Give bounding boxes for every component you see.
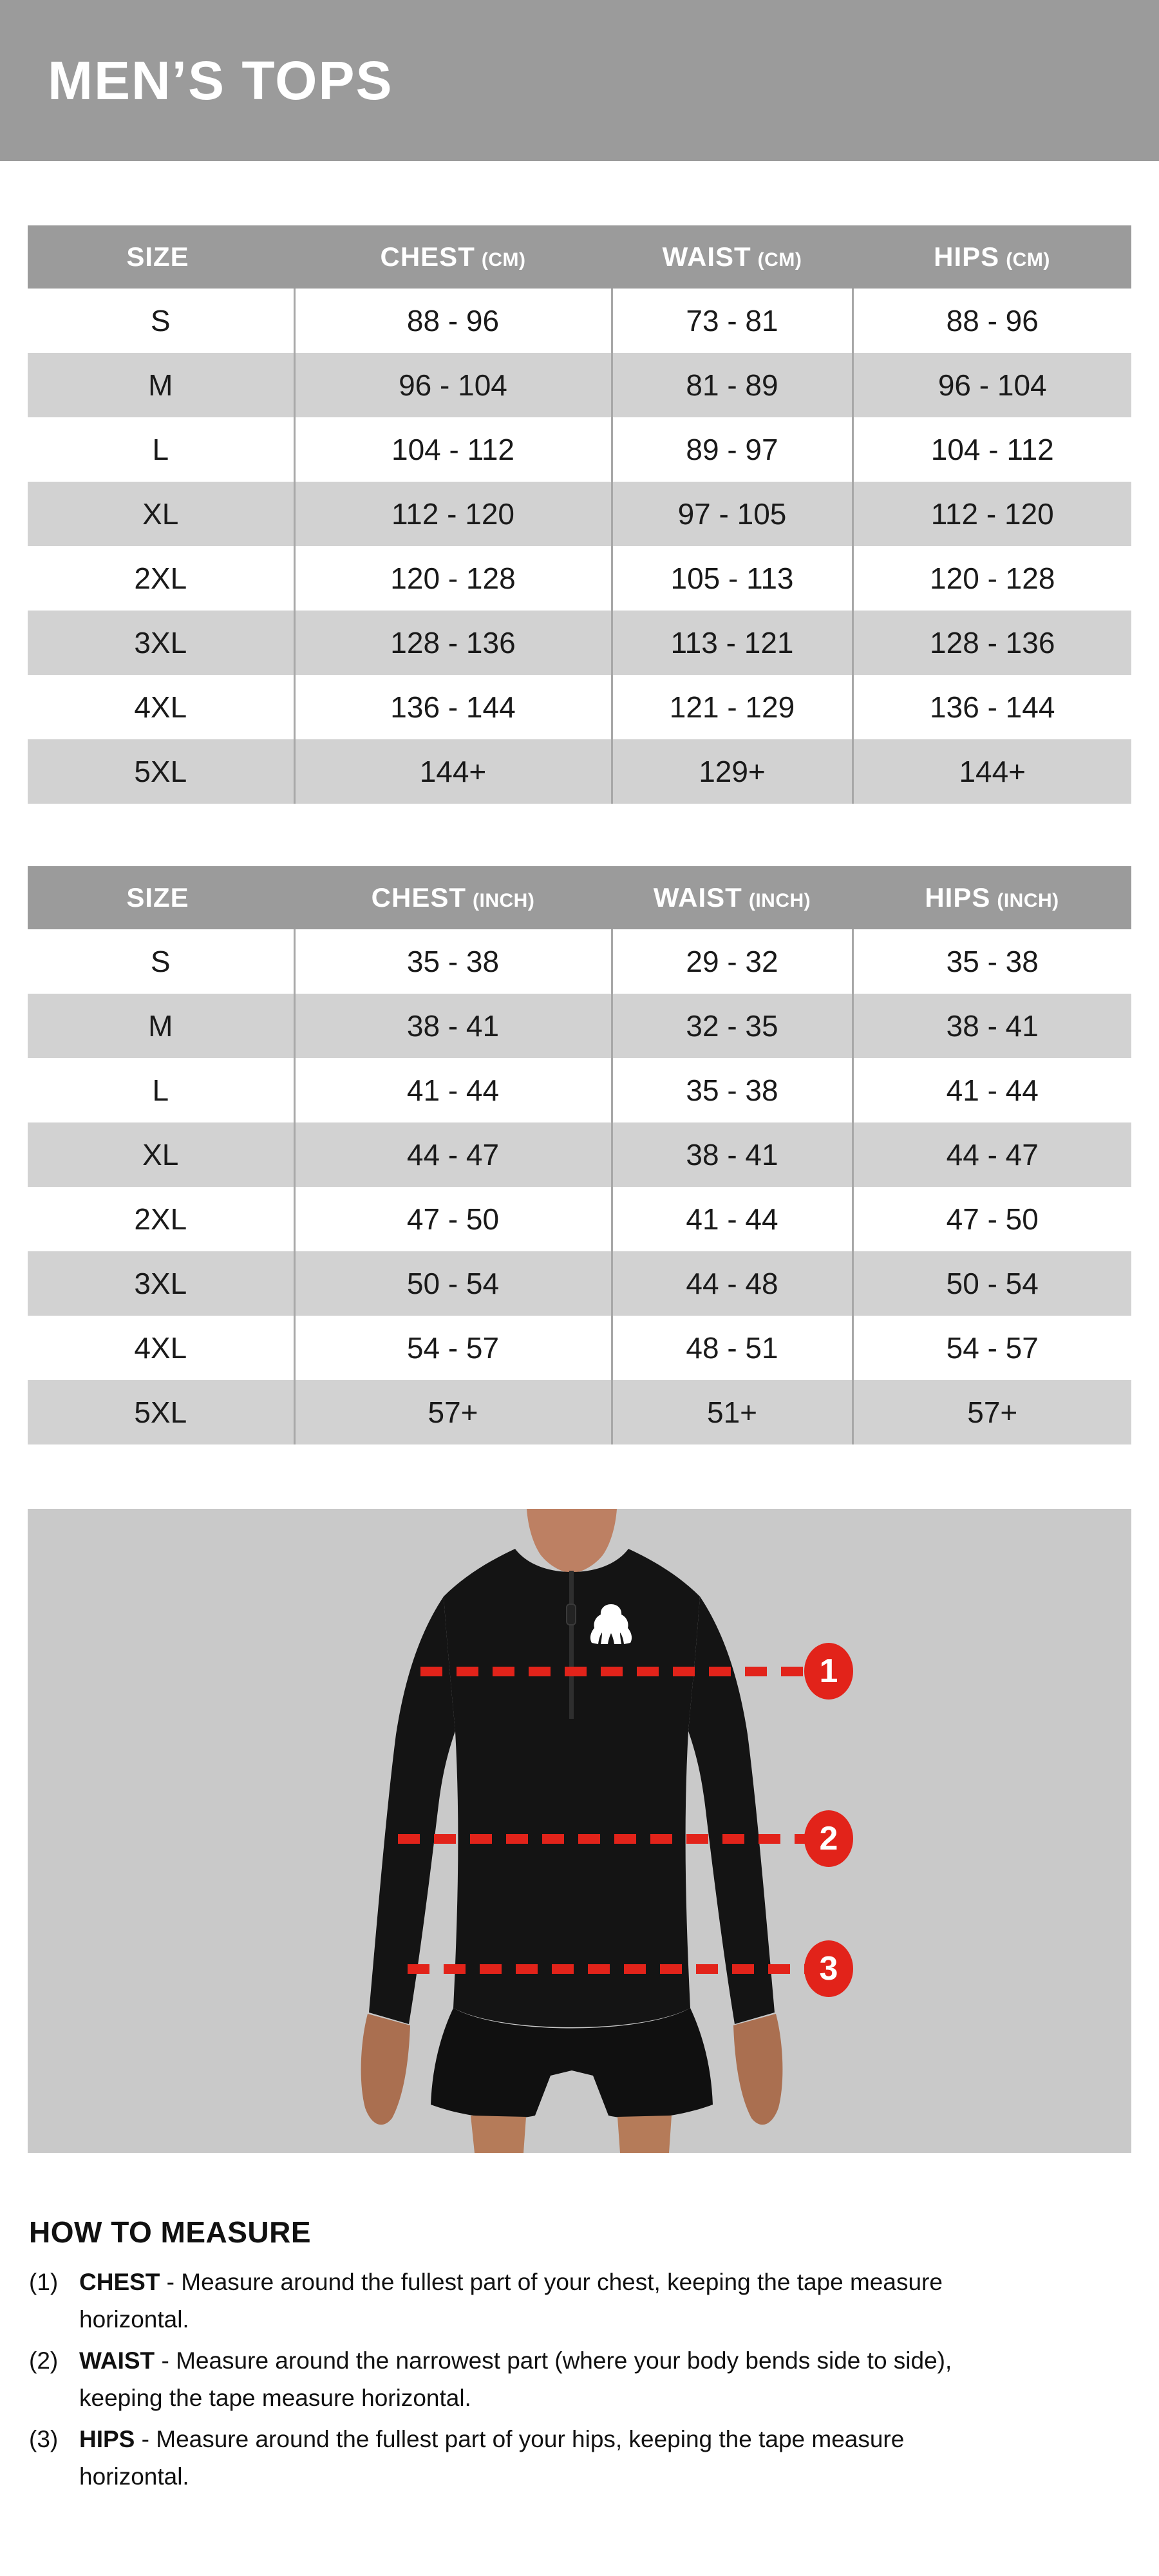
table-cell-chest: 44 - 47 xyxy=(294,1122,612,1187)
table-cell-waist: 41 - 44 xyxy=(612,1187,853,1251)
col-header-waist: WAIST (INCH) xyxy=(612,866,853,929)
measure-instruction-hips xyxy=(29,2421,1014,2496)
measurement-photo xyxy=(28,1509,1131,2153)
table-cell-size: XL xyxy=(28,482,294,546)
table-row xyxy=(28,675,1131,739)
table-cell-waist: 32 - 35 xyxy=(612,994,853,1058)
marker-number: 3 xyxy=(819,1950,838,1987)
table-cell-hips: 35 - 38 xyxy=(853,929,1131,994)
table-cell-chest: 54 - 57 xyxy=(294,1316,612,1380)
table-cell-hips: 47 - 50 xyxy=(853,1187,1131,1251)
table-row xyxy=(28,1380,1131,1444)
table-cell-waist: 51+ xyxy=(612,1380,853,1444)
table-row xyxy=(28,353,1131,417)
measure-instruction-waist xyxy=(29,2342,1014,2417)
table-cell-size: M xyxy=(28,994,294,1058)
measure-line-hips xyxy=(408,1964,807,1974)
table-cell-size: 3XL xyxy=(28,611,294,675)
table-row xyxy=(28,1058,1131,1122)
table-cell-size: S xyxy=(28,929,294,994)
col-header-hips: HIPS (INCH) xyxy=(853,866,1131,929)
instruction-number: (2) xyxy=(29,2347,59,2374)
table-cell-waist: 113 - 121 xyxy=(612,611,853,675)
model-left-leg xyxy=(471,2116,526,2153)
table-cell-hips: 136 - 144 xyxy=(853,675,1131,739)
model-right-leg xyxy=(617,2116,672,2153)
header-banner xyxy=(0,0,1159,161)
table-cell-chest: 35 - 38 xyxy=(294,929,612,994)
table-row xyxy=(28,1122,1131,1187)
table-cell-hips: 88 - 96 xyxy=(853,289,1131,353)
table-cell-hips: 104 - 112 xyxy=(853,417,1131,482)
table-cell-size: 2XL xyxy=(28,1187,294,1251)
table-row xyxy=(28,611,1131,675)
measure-instruction-chest xyxy=(29,2264,1014,2338)
zipper-pull xyxy=(567,1604,576,1625)
instruction-text: CHEST - Measure around the fullest part of your chest, keeping the tape measure horizontal. xyxy=(79,2269,943,2333)
table-cell-chest: 120 - 128 xyxy=(294,546,612,611)
table-cell-size: 5XL xyxy=(28,1380,294,1444)
table-cell-chest: 96 - 104 xyxy=(294,353,612,417)
table-row xyxy=(28,546,1131,611)
table-cell-hips: 50 - 54 xyxy=(853,1251,1131,1316)
marker-number: 2 xyxy=(819,1820,838,1857)
table-cell-chest: 128 - 136 xyxy=(294,611,612,675)
model-shirt-left-sleeve xyxy=(369,1596,455,2024)
table-row xyxy=(28,1187,1131,1251)
measure-marker-hips xyxy=(804,1940,853,1997)
table-cell-chest: 112 - 120 xyxy=(294,482,612,546)
table-cell-hips: 128 - 136 xyxy=(853,611,1131,675)
page-title: MEN’S TOPS xyxy=(48,50,393,111)
instruction-number: (1) xyxy=(29,2269,59,2295)
marker-number: 1 xyxy=(819,1653,838,1690)
table-cell-chest: 136 - 144 xyxy=(294,675,612,739)
table-cell-chest: 50 - 54 xyxy=(294,1251,612,1316)
table-cell-waist: 29 - 32 xyxy=(612,929,853,994)
how-to-measure-section xyxy=(29,2215,1014,2496)
table-row xyxy=(28,994,1131,1058)
table-cell-waist: 81 - 89 xyxy=(612,353,853,417)
measure-line-waist xyxy=(398,1834,807,1844)
table-row xyxy=(28,929,1131,994)
table-row xyxy=(28,289,1131,353)
table-cell-size: L xyxy=(28,417,294,482)
table-cell-size: 3XL xyxy=(28,1251,294,1316)
table-cell-hips: 38 - 41 xyxy=(853,994,1131,1058)
table-cell-chest: 104 - 112 xyxy=(294,417,612,482)
table-cell-chest: 38 - 41 xyxy=(294,994,612,1058)
table-cell-hips: 144+ xyxy=(853,739,1131,804)
size-table-inch xyxy=(28,866,1131,1444)
table-row xyxy=(28,482,1131,546)
table-cell-chest: 41 - 44 xyxy=(294,1058,612,1122)
table-cell-waist: 121 - 129 xyxy=(612,675,853,739)
model-right-hand xyxy=(733,2014,782,2125)
table-row xyxy=(28,1251,1131,1316)
table-cell-size: S xyxy=(28,289,294,353)
table-cell-size: M xyxy=(28,353,294,417)
model-shirt-right-sleeve xyxy=(688,1596,775,2024)
table-cell-chest: 144+ xyxy=(294,739,612,804)
measure-marker-waist xyxy=(804,1810,853,1867)
table-cell-waist: 97 - 105 xyxy=(612,482,853,546)
col-header-chest: CHEST (INCH) xyxy=(294,866,612,929)
model-illustration xyxy=(28,1509,1131,2153)
table-cell-waist: 73 - 81 xyxy=(612,289,853,353)
how-to-measure-heading: HOW TO MEASURE xyxy=(29,2215,312,2249)
table-cell-size: 5XL xyxy=(28,739,294,804)
model-neck xyxy=(527,1509,617,1573)
table-cell-waist: 35 - 38 xyxy=(612,1058,853,1122)
table-cell-waist: 105 - 113 xyxy=(612,546,853,611)
table-cell-size: 4XL xyxy=(28,675,294,739)
table-cell-waist: 48 - 51 xyxy=(612,1316,853,1380)
instruction-text: WAIST - Measure around the narrowest part (where your body bends side to side), keeping the tape measure horizontal. xyxy=(79,2347,952,2411)
table-row xyxy=(28,417,1131,482)
size-table-cm xyxy=(28,225,1131,804)
table-cell-hips: 44 - 47 xyxy=(853,1122,1131,1187)
col-header-hips: HIPS (CM) xyxy=(853,225,1131,289)
zipper xyxy=(569,1571,574,1719)
col-header-chest: CHEST (CM) xyxy=(294,225,612,289)
table-cell-chest: 47 - 50 xyxy=(294,1187,612,1251)
table-cell-size: 4XL xyxy=(28,1316,294,1380)
instruction-text: HIPS - Measure around the fullest part of your hips, keeping the tape measure horizontal. xyxy=(79,2426,905,2490)
measure-marker-chest xyxy=(804,1643,853,1700)
table-row xyxy=(28,739,1131,804)
table-cell-hips: 96 - 104 xyxy=(853,353,1131,417)
table-header-row xyxy=(28,866,1131,929)
table-cell-hips: 54 - 57 xyxy=(853,1316,1131,1380)
table-cell-hips: 41 - 44 xyxy=(853,1058,1131,1122)
table-cell-hips: 57+ xyxy=(853,1380,1131,1444)
instruction-number: (3) xyxy=(29,2426,59,2452)
table-row xyxy=(28,1316,1131,1380)
col-header-waist: WAIST (CM) xyxy=(612,225,853,289)
col-header-size: SIZE xyxy=(28,225,294,289)
table-cell-waist: 38 - 41 xyxy=(612,1122,853,1187)
table-cell-chest: 57+ xyxy=(294,1380,612,1444)
table-cell-hips: 120 - 128 xyxy=(853,546,1131,611)
table-header-row xyxy=(28,225,1131,289)
table-cell-waist: 44 - 48 xyxy=(612,1251,853,1316)
table-cell-waist: 129+ xyxy=(612,739,853,804)
table-cell-chest: 88 - 96 xyxy=(294,289,612,353)
table-cell-waist: 89 - 97 xyxy=(612,417,853,482)
table-cell-hips: 112 - 120 xyxy=(853,482,1131,546)
model-left-hand xyxy=(361,2014,410,2125)
measure-line-chest xyxy=(420,1667,807,1676)
table-cell-size: L xyxy=(28,1058,294,1122)
table-cell-size: 2XL xyxy=(28,546,294,611)
col-header-size: SIZE xyxy=(28,866,294,929)
table-cell-size: XL xyxy=(28,1122,294,1187)
